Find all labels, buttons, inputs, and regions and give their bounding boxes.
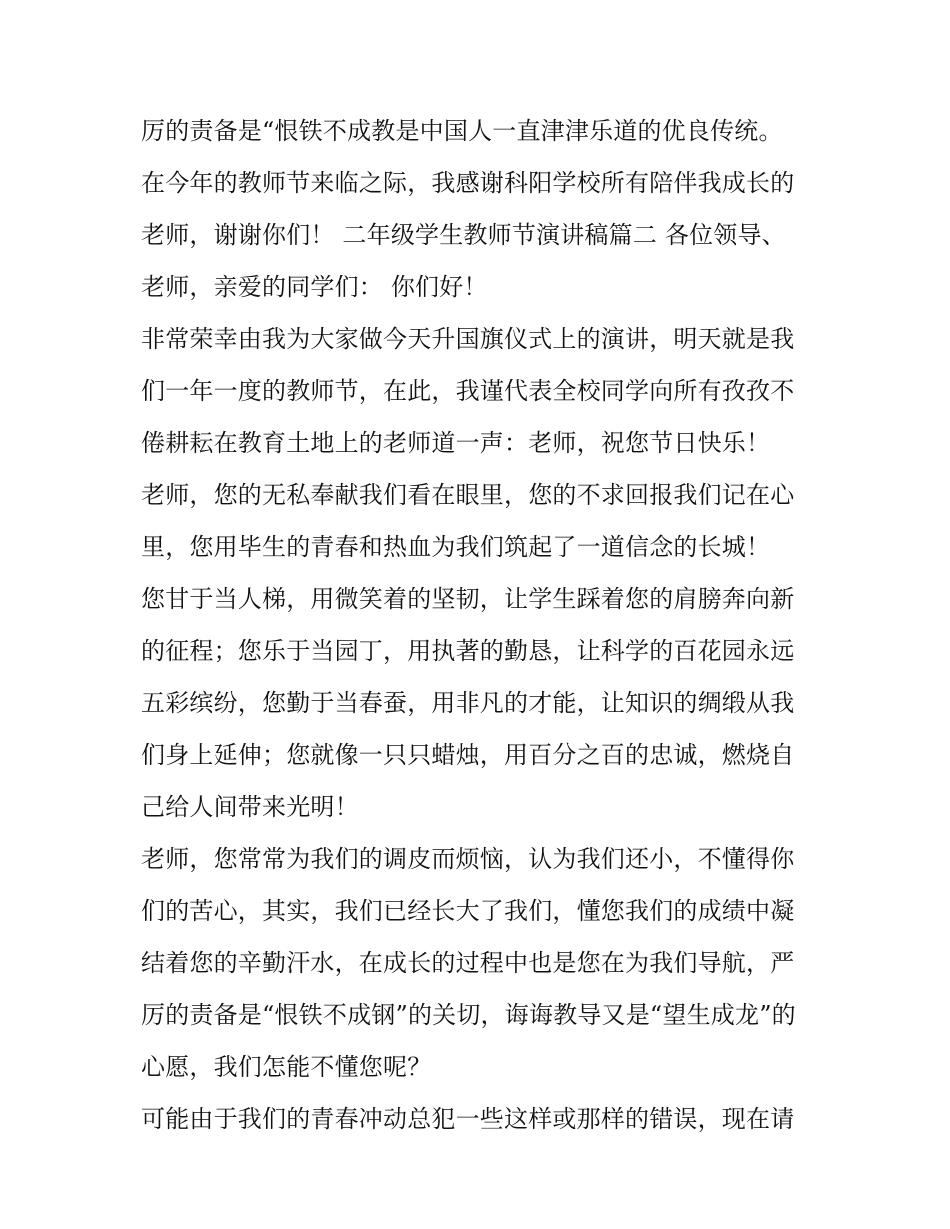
text-line: 五彩缤纷，您勤于当春蚕，用非凡的才能，让知识的绸缎从我 — [141, 689, 795, 717]
text-line: 老师，您的无私奉献我们看在眼里，您的不求回报我们记在心 — [141, 481, 795, 509]
text-line: 在今年的教师节来临之际，我感谢科阳学校所有陪伴我成长的 — [141, 169, 795, 197]
text-line: 老师，亲爱的同学们： 你们好！ — [141, 273, 488, 301]
text-line: 的征程；您乐于当园丁，用执著的勤恳，让科学的百花园永远 — [141, 637, 795, 665]
text-line: 倦耕耘在教育土地上的老师道一声：老师，祝您节日快乐！ — [141, 429, 771, 457]
text-line: 里，您用毕生的青春和热血为我们筑起了一道信念的长城！ — [141, 533, 771, 561]
text-line: 老师，您常常为我们的调皮而烦恼，认为我们还小，不懂得你 — [141, 845, 795, 873]
text-line: 老师，谢谢你们！ 二年级学生教师节演讲稿篇二 各位领导、 — [141, 221, 786, 249]
text-line: 己给人间带来光明！ — [141, 793, 359, 821]
text-line: 非常荣幸由我为大家做今天升国旗仪式上的演讲，明天就是我 — [141, 325, 795, 353]
text-line: 厉的责备是“恨铁不成教是中国人一直津津乐道的优良传统。 — [141, 117, 783, 145]
text-line: 们身上延伸；您就像一只只蜡烛，用百分之百的忠诚，燃烧自 — [141, 741, 795, 769]
text-line: 心愿，我们怎能不懂您呢？ — [141, 1053, 432, 1081]
text-line: 结着您的辛勤汗水，在成长的过程中也是您在为我们导航，严 — [141, 949, 795, 977]
text-line: 可能由于我们的青春冲动总犯一些这样或那样的错误，现在请 — [141, 1105, 795, 1133]
text-line: 们一年一度的教师节，在此，我谨代表全校同学向所有孜孜不 — [141, 377, 795, 405]
text-line: 您甘于当人梯，用微笑着的坚韧，让学生踩着您的肩膀奔向新 — [141, 585, 795, 613]
text-line: 厉的责备是“恨铁不成钢”的关切，诲诲教导又是“望生成龙”的 — [141, 1001, 796, 1029]
text-line: 们的苦心，其实，我们已经长大了我们，懂您我们的成绩中凝 — [141, 897, 795, 925]
document-body — [141, 105, 821, 1145]
